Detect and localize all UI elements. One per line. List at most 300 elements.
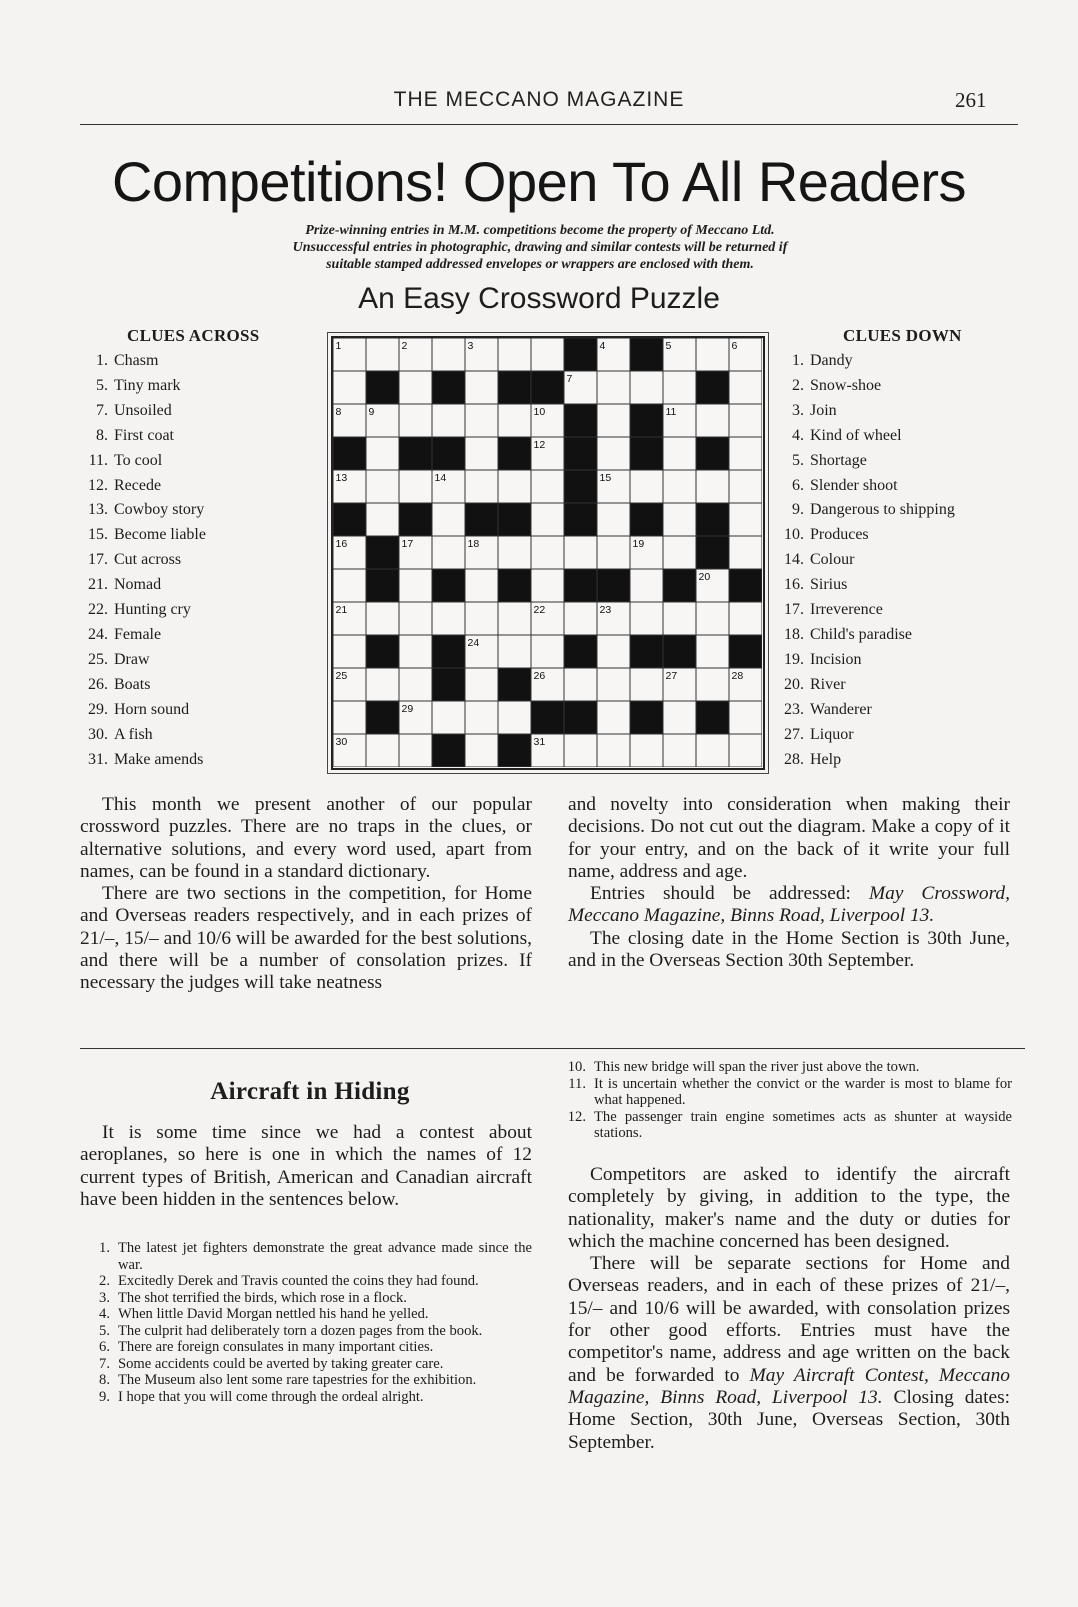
- white-square: [597, 734, 630, 767]
- white-square: [399, 569, 432, 602]
- white-square: [366, 470, 399, 503]
- hidden-sentence: [84, 1273, 532, 1290]
- aircraft-intro-para: It is some time since we had a contest about aeroplanes, so here is one in which the names of 12 current types of British, American and Canadian aircraft have been hidden in the sentences below.: [80, 1122, 532, 1210]
- white-square: [531, 569, 564, 602]
- white-square: [465, 404, 498, 437]
- white-square: [729, 371, 762, 404]
- sentence-number: 3.: [99, 1289, 110, 1306]
- white-square: [366, 338, 399, 371]
- down-clue-text: Child's paradise: [810, 625, 912, 643]
- down-clue: [776, 673, 955, 698]
- sentence-number: 5.: [99, 1322, 110, 1339]
- subtitle-line-1: Prize-winning entries in M.M. competitions become the property of Meccano Ltd.: [305, 223, 775, 238]
- down-clue-text: Colour: [810, 551, 855, 569]
- subtitle: [150, 222, 930, 273]
- black-square: [498, 371, 531, 404]
- white-square: [564, 668, 597, 701]
- white-square: [597, 503, 630, 536]
- hidden-sentence: [84, 1389, 532, 1406]
- white-square: [366, 602, 399, 635]
- across-clue: [80, 374, 206, 399]
- down-clue-text: Dandy: [810, 352, 853, 369]
- down-clue-text: Join: [810, 401, 837, 419]
- down-clue-number: 4.: [792, 426, 804, 444]
- white-square: [630, 470, 663, 503]
- across-clue: [80, 424, 206, 449]
- across-clue-number: 1.: [96, 352, 108, 369]
- black-square: [564, 338, 597, 371]
- magazine-title: THE MECCANO MAGAZINE: [393, 88, 685, 111]
- sentence-text: The shot terrified the birds, which rose in a flock.: [118, 1289, 407, 1306]
- black-square: [696, 701, 729, 734]
- down-clue: [776, 748, 955, 773]
- black-square: [663, 569, 696, 602]
- down-clue-number: 28.: [784, 750, 804, 768]
- down-clue: [776, 449, 955, 474]
- grid-number: 26: [533, 670, 546, 682]
- down-clue: [776, 498, 955, 523]
- across-clue-text: Boats: [114, 675, 151, 693]
- black-square: [630, 338, 663, 371]
- across-clue-text: Chasm: [114, 352, 159, 369]
- grid-number: 4: [599, 340, 606, 352]
- black-square: [630, 503, 663, 536]
- white-square: [399, 734, 432, 767]
- white-square: [630, 569, 663, 602]
- white-square: [531, 503, 564, 536]
- hidden-sentence: [84, 1306, 532, 1323]
- down-clue: [776, 349, 955, 374]
- grid-number: 20: [698, 571, 711, 583]
- black-square: [465, 503, 498, 536]
- across-clue-text: Nomad: [114, 576, 162, 594]
- across-clue-text: To cool: [114, 451, 163, 469]
- down-clue-text: Sirius: [810, 576, 848, 594]
- sentence-number: 8.: [99, 1372, 110, 1388]
- grid-number: 17: [401, 538, 414, 550]
- sentence-text: It is uncertain whether the convict or the warder is most to blame for what happened.: [594, 1075, 1012, 1108]
- across-clue-text: Recede: [114, 476, 162, 494]
- crossword-para-4: The closing date in the Home Section is 30th June, and in the Overseas Section 30th September.: [568, 927, 1010, 972]
- across-clue: [80, 673, 206, 698]
- aircraft-intro: [80, 1122, 532, 1211]
- down-clue-text: Produces: [810, 526, 869, 544]
- sentence-text: There are foreign consulates in many important cities.: [118, 1339, 434, 1355]
- down-clue-number: 16.: [784, 576, 804, 594]
- grid-number: 1: [335, 340, 342, 352]
- aircraft-title: Aircraft in Hiding: [210, 1078, 410, 1105]
- black-square: [564, 470, 597, 503]
- aircraft-sentences-left: [84, 1240, 532, 1405]
- across-clue-number: 29.: [88, 700, 108, 718]
- aircraft-address: May Aircraft Contest, Meccano Magazine, Binns Road, Liverpool 13.: [568, 1364, 1010, 1408]
- white-square: [399, 404, 432, 437]
- across-clue-number: 31.: [88, 750, 108, 768]
- black-square: [630, 437, 663, 470]
- across-clue-text: Unsoiled: [114, 401, 172, 419]
- crossword-para-3: [568, 883, 1010, 928]
- entries-lead: Entries should be addressed:: [590, 883, 869, 905]
- white-square: [597, 404, 630, 437]
- across-clue: [80, 723, 206, 748]
- black-square: [432, 734, 465, 767]
- white-square: [663, 536, 696, 569]
- white-square: [432, 536, 465, 569]
- white-square: [696, 734, 729, 767]
- sentence-text: The Museum also lent some rare tapestries for the exhibition.: [118, 1372, 477, 1388]
- white-square: [333, 569, 366, 602]
- down-clue-number: 5.: [792, 451, 804, 469]
- across-clue-number: 15.: [88, 526, 108, 544]
- clues-across-list: [80, 349, 206, 772]
- white-square: [498, 338, 531, 371]
- grid-number: 18: [467, 538, 480, 550]
- white-square: [696, 404, 729, 437]
- hidden-sentence: [560, 1059, 1012, 1076]
- grid-number: 5: [665, 340, 672, 352]
- white-square: [465, 371, 498, 404]
- sentence-text: This new bridge will span the river just above the town.: [594, 1059, 920, 1075]
- white-square: [399, 668, 432, 701]
- black-square: [498, 437, 531, 470]
- white-square: [498, 404, 531, 437]
- white-square: [729, 437, 762, 470]
- across-clue-number: 30.: [88, 725, 108, 743]
- white-square: [630, 371, 663, 404]
- down-clue-text: Irreverence: [810, 601, 883, 619]
- down-clue-text: Dangerous to shipping: [810, 501, 955, 519]
- grid-number: 2: [401, 340, 408, 352]
- across-clue: [80, 573, 206, 598]
- down-clue: [776, 523, 955, 548]
- white-square: [696, 668, 729, 701]
- black-square: [531, 701, 564, 734]
- crossword-article-col1: [80, 794, 532, 995]
- down-clue-number: 19.: [784, 650, 804, 668]
- down-clue-number: 1.: [792, 352, 804, 369]
- white-square: [333, 635, 366, 668]
- black-square: [366, 635, 399, 668]
- across-clue-text: Cut across: [114, 551, 182, 569]
- grid-number: 21: [335, 604, 348, 616]
- across-clue-number: 24.: [88, 625, 108, 643]
- down-clue: [776, 648, 955, 673]
- white-square: [399, 635, 432, 668]
- down-clue-number: 3.: [792, 401, 804, 419]
- down-clue-number: 2.: [792, 376, 804, 394]
- white-square: [531, 635, 564, 668]
- grid-number: 28: [731, 670, 744, 682]
- across-clue-text: Female: [114, 625, 162, 643]
- grid-number: 11: [665, 406, 677, 418]
- down-clue-text: Slender shoot: [810, 476, 898, 494]
- sentence-number: 12.: [567, 1108, 586, 1125]
- sentence-text: Some accidents could be averted by taking greater care.: [118, 1355, 444, 1372]
- across-clue-number: 21.: [88, 576, 108, 594]
- clues-across-heading: CLUES ACROSS: [127, 326, 260, 345]
- grid-number: 25: [335, 670, 348, 682]
- sentence-number: 10.: [567, 1059, 586, 1075]
- white-square: [663, 734, 696, 767]
- grid-number: 6: [731, 340, 738, 352]
- black-square: [630, 404, 663, 437]
- white-square: [498, 635, 531, 668]
- black-square: [663, 635, 696, 668]
- across-clue: [80, 523, 206, 548]
- aircraft-sentences-right: [560, 1059, 1012, 1142]
- down-clue-text: Incision: [810, 650, 862, 668]
- white-square: [663, 503, 696, 536]
- black-square: [564, 404, 597, 437]
- down-clue: [776, 623, 955, 648]
- sentence-number: 6.: [99, 1339, 110, 1355]
- white-square: [696, 338, 729, 371]
- black-square: [696, 437, 729, 470]
- white-square: [696, 602, 729, 635]
- grid-number: 15: [599, 472, 612, 484]
- black-square: [564, 503, 597, 536]
- white-square: [498, 602, 531, 635]
- black-square: [498, 668, 531, 701]
- across-clue-number: 17.: [88, 551, 108, 569]
- white-square: [564, 602, 597, 635]
- down-clue-number: 9.: [792, 501, 804, 519]
- grid-number: 12: [533, 439, 546, 451]
- white-square: [399, 602, 432, 635]
- across-clue-text: A fish: [114, 725, 153, 743]
- sentence-text: Excitedly Derek and Travis counted the coins they had found.: [118, 1273, 479, 1289]
- grid-number: 8: [335, 406, 342, 418]
- white-square: [531, 470, 564, 503]
- crossword-article-col2: [568, 794, 1010, 972]
- grid-number: 31: [533, 736, 546, 748]
- black-square: [432, 668, 465, 701]
- grid-number: 27: [665, 670, 678, 682]
- white-square: [366, 503, 399, 536]
- across-clue-number: 8.: [96, 426, 108, 444]
- white-square: [597, 437, 630, 470]
- white-square: [366, 437, 399, 470]
- clues-down-list: [776, 349, 955, 772]
- across-clue-number: 7.: [96, 401, 108, 419]
- grid-number: 10: [533, 406, 546, 418]
- down-clue: [776, 424, 955, 449]
- hidden-sentence: [560, 1109, 1012, 1142]
- across-clue-text: First coat: [114, 426, 174, 444]
- black-square: [366, 371, 399, 404]
- hidden-sentence: [560, 1076, 1012, 1109]
- across-clue-number: 22.: [88, 601, 108, 619]
- white-square: [432, 701, 465, 734]
- white-square: [597, 635, 630, 668]
- black-square: [564, 635, 597, 668]
- across-clue: [80, 449, 206, 474]
- hidden-sentence: [84, 1290, 532, 1307]
- black-square: [498, 569, 531, 602]
- white-square: [366, 734, 399, 767]
- black-square: [432, 635, 465, 668]
- white-square: [597, 668, 630, 701]
- clues-down-heading: CLUES DOWN: [843, 326, 962, 345]
- across-clue-text: Tiny mark: [114, 376, 181, 394]
- across-clue: [80, 598, 206, 623]
- white-square: [399, 371, 432, 404]
- across-clue: [80, 648, 206, 673]
- black-square: [729, 635, 762, 668]
- across-clue: [80, 349, 206, 374]
- black-square: [531, 371, 564, 404]
- crossword-title: An Easy Crossword Puzzle: [358, 282, 720, 315]
- white-square: [531, 536, 564, 569]
- subtitle-line-3: suitable stamped addressed envelopes or wrappers are enclosed with them.: [326, 257, 754, 272]
- down-clue-number: 14.: [784, 551, 804, 569]
- white-square: [333, 701, 366, 734]
- down-clue-text: Liquor: [810, 725, 854, 743]
- black-square: [399, 437, 432, 470]
- down-clue-number: 23.: [784, 700, 804, 718]
- crossword-grid-svg: [333, 338, 762, 767]
- grid-number: 23: [599, 604, 612, 616]
- header-rule: [80, 124, 1018, 125]
- across-clue-text: Horn sound: [114, 700, 190, 718]
- grid-number: 22: [533, 604, 546, 616]
- white-square: [663, 701, 696, 734]
- grid-number: 9: [368, 406, 375, 418]
- black-square: [564, 701, 597, 734]
- across-clue: [80, 698, 206, 723]
- white-square: [399, 470, 432, 503]
- sentence-number: 9.: [99, 1388, 110, 1405]
- down-clue: [776, 399, 955, 424]
- black-square: [564, 437, 597, 470]
- white-square: [564, 734, 597, 767]
- black-square: [366, 536, 399, 569]
- down-clue-number: 27.: [784, 725, 804, 743]
- grid-number: 19: [632, 538, 645, 550]
- across-clue: [80, 498, 206, 523]
- black-square: [630, 635, 663, 668]
- page-title: Competitions! Open To All Readers: [111, 150, 967, 213]
- white-square: [498, 470, 531, 503]
- white-square: [465, 701, 498, 734]
- white-square: [696, 635, 729, 668]
- down-clue: [776, 573, 955, 598]
- white-square: [498, 536, 531, 569]
- down-clue-number: 20.: [784, 675, 804, 693]
- down-clue: [776, 723, 955, 748]
- white-square: [465, 437, 498, 470]
- white-square: [333, 371, 366, 404]
- aircraft-closing: Closing dates: Home Section, 30th June, Overseas Section, 30th September.: [568, 1386, 1010, 1453]
- black-square: [630, 701, 663, 734]
- black-square: [729, 569, 762, 602]
- across-clue: [80, 474, 206, 499]
- black-square: [498, 503, 531, 536]
- white-square: [432, 503, 465, 536]
- black-square: [366, 701, 399, 734]
- grid-number: 24: [467, 637, 480, 649]
- sentence-number: 4.: [99, 1306, 110, 1322]
- across-clue-number: 26.: [88, 675, 108, 693]
- hidden-sentence: [84, 1356, 532, 1373]
- white-square: [729, 503, 762, 536]
- sentence-number: 1.: [99, 1240, 110, 1256]
- white-square: [432, 404, 465, 437]
- black-square: [597, 569, 630, 602]
- sentence-text: The latest jet fighters demonstrate the great advance made since the war.: [118, 1240, 532, 1273]
- across-clue-text: Make amends: [114, 750, 204, 768]
- sentence-number: 11.: [568, 1075, 586, 1092]
- white-square: [630, 602, 663, 635]
- down-clue-text: Help: [810, 750, 842, 768]
- white-square: [465, 470, 498, 503]
- hidden-sentence: [84, 1240, 532, 1273]
- black-square: [696, 371, 729, 404]
- down-clue-number: 18.: [784, 625, 804, 643]
- hidden-sentence: [84, 1372, 532, 1389]
- aircraft-para-2: [568, 1253, 1010, 1454]
- down-clue-text: Shortage: [810, 451, 867, 469]
- sentence-text: I hope that you will come through the ordeal alright.: [118, 1388, 424, 1405]
- across-clue-number: 13.: [88, 501, 108, 519]
- crossword-para-2-cont: and novelty into consideration when making their decisions. Do not cut out the diagram. Make a copy of it for your entry, and on the back of it write your full name, address and age.: [568, 794, 1010, 882]
- down-clue: [776, 598, 955, 623]
- down-clue: [776, 698, 955, 723]
- crossword-para-1: This month we present another of our popular crossword puzzles. There are no traps in the clues, or alternative solutions, and every word used, apart from names, can be found in a standard dictionary.: [80, 794, 532, 882]
- section-rule: [80, 1048, 1025, 1049]
- white-square: [597, 701, 630, 734]
- white-square: [729, 602, 762, 635]
- white-square: [630, 668, 663, 701]
- down-clue: [776, 548, 955, 573]
- white-square: [663, 437, 696, 470]
- grid-number: 13: [335, 472, 348, 484]
- hidden-sentence: [84, 1323, 532, 1340]
- black-square: [432, 437, 465, 470]
- across-clue-text: Cowboy story: [114, 501, 205, 519]
- down-clue-text: Snow-shoe: [810, 376, 882, 394]
- white-square: [663, 602, 696, 635]
- aircraft-para-2-text: There will be separate sections for Home and Overseas readers, and in each of these prizes of 21/–, 15/– and 10/6 will be awarded, with consolation prizes for other good efforts. Entries must have the competitor's name, address and age written on the back and be forwarded to: [568, 1253, 1010, 1386]
- page-number: 261: [955, 88, 987, 112]
- down-clue-number: 10.: [784, 526, 804, 544]
- white-square: [729, 470, 762, 503]
- white-square: [498, 701, 531, 734]
- across-clue: [80, 399, 206, 424]
- white-square: [465, 734, 498, 767]
- black-square: [498, 734, 531, 767]
- subtitle-line-2: Unsuccessful entries in photographic, drawing and similar contests will be returned if: [292, 240, 788, 255]
- down-clue: [776, 374, 955, 399]
- white-square: [729, 404, 762, 437]
- crossword-grid: [331, 336, 765, 770]
- across-clue-text: Become liable: [114, 526, 206, 544]
- black-square: [432, 569, 465, 602]
- hidden-sentence: [84, 1339, 532, 1356]
- across-clue-number: 25.: [88, 650, 108, 668]
- black-square: [696, 503, 729, 536]
- white-square: [729, 536, 762, 569]
- black-square: [696, 536, 729, 569]
- crossword-para-2: There are two sections in the competition, for Home and Overseas readers respectively, and in each prizes of 21/–, 15/– and 10/6 will be awarded for the best solutions, and there will be a number of consolation prizes. If necessary the judges will take neatness: [80, 883, 532, 994]
- grid-number: 3: [467, 340, 474, 352]
- down-clue: [776, 474, 955, 499]
- black-square: [432, 371, 465, 404]
- grid-number: 30: [335, 736, 348, 748]
- sentence-text: The passenger train engine sometimes acts as shunter at wayside stations.: [594, 1108, 1012, 1141]
- aircraft-article-col2: [568, 1164, 1010, 1454]
- across-clue: [80, 623, 206, 648]
